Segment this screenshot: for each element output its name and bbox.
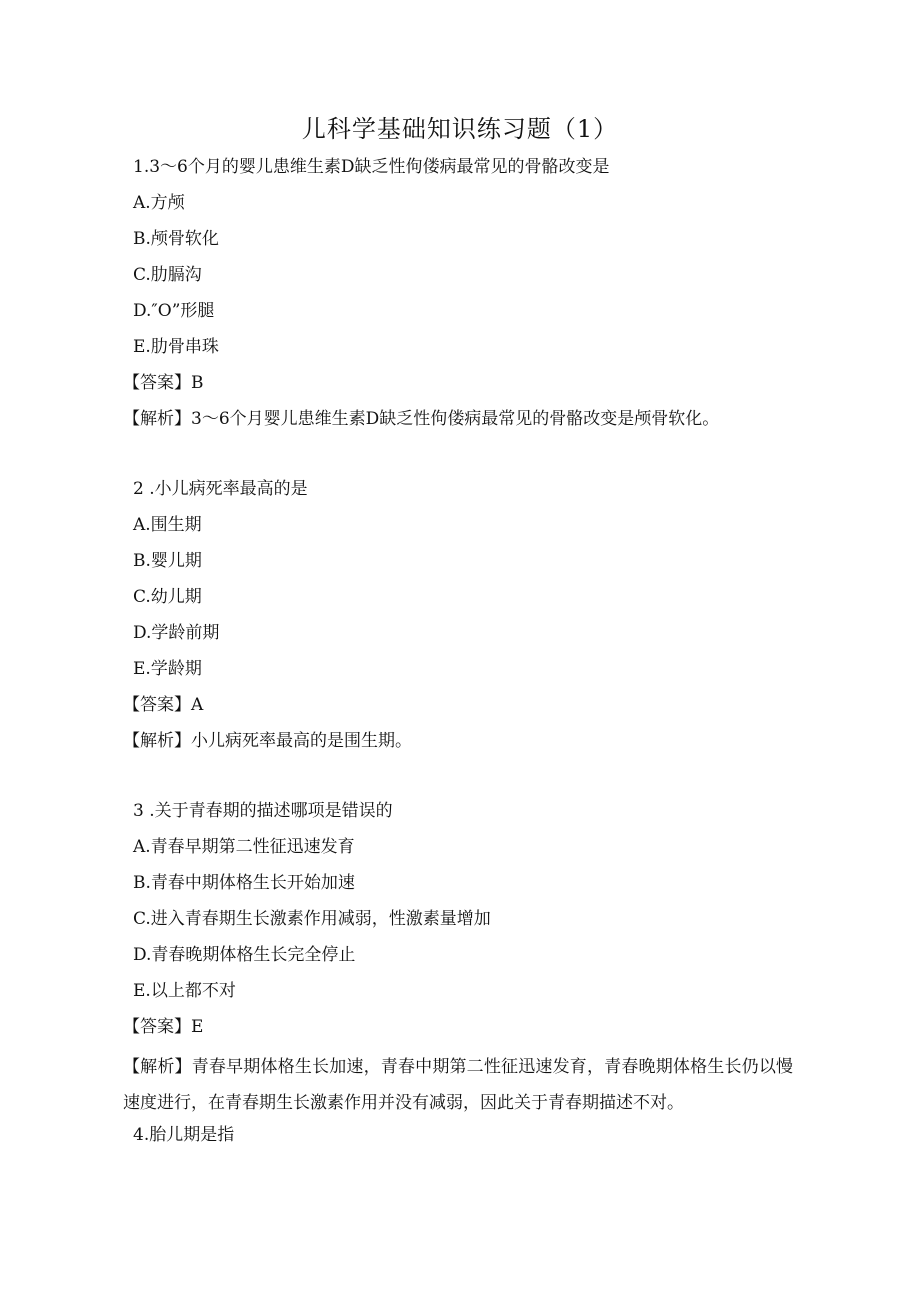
option-d: D.青春晚期体格生长完全停止 [133, 945, 356, 965]
question-stem: 2 .小儿病死率最高的是 [133, 479, 308, 499]
option-a: A.围生期 [133, 515, 202, 535]
question-stem: 4.胎儿期是指 [133, 1125, 235, 1145]
question-stem: 3 .关于青春期的描述哪项是错误的 [133, 801, 393, 821]
page-title: 儿科学基础知识练习题（1） [301, 115, 619, 143]
analysis: 【解析】3～6个月婴儿患维生素D缺乏性佝偻病最常见的骨骼改变是颅骨软化。 [123, 409, 720, 429]
option-d: D.″O”形腿 [133, 301, 215, 321]
option-c: C.进入青春期生长激素作用减弱，性激素量增加 [133, 909, 491, 929]
answer: 【答案】B [123, 373, 204, 393]
option-c: C.幼儿期 [133, 587, 202, 607]
question-3 [123, 797, 793, 1121]
option-d: D.学龄前期 [133, 623, 220, 643]
spacer [133, 441, 793, 475]
question-1 [123, 153, 793, 441]
option-c: C.肋膈沟 [133, 265, 202, 285]
answer: 【答案】A [123, 695, 204, 715]
option-b: B.青春中期体格生长开始加速 [133, 873, 355, 893]
option-a: A.青春早期第二性征迅速发育 [133, 837, 355, 857]
option-b: B.颅骨软化 [133, 229, 219, 249]
option-e: E.肋骨串珠 [133, 337, 219, 357]
question-list [123, 153, 793, 1157]
question-2 [123, 475, 793, 763]
option-a: A.方颅 [133, 193, 185, 213]
answer: 【答案】E [123, 1017, 204, 1037]
question-stem: 1.3～6个月的婴儿患维生素D缺乏性佝偻病最常见的骨骼改变是 [133, 157, 610, 177]
spacer [133, 763, 793, 797]
option-e: E.以上都不对 [133, 981, 236, 1001]
option-e: E.学龄期 [133, 659, 202, 679]
analysis: 【解析】小儿病死率最高的是围生期。 [123, 731, 412, 751]
option-b: B.婴儿期 [133, 551, 202, 571]
question-4 [133, 1121, 793, 1157]
analysis: 【解析】青春早期体格生长加速，青春中期第二性征迅速发育，青春晚期体格生长仍以慢速度进行，在青春期生长激素作用并没有减弱，因此关于青春期描述不对。 [123, 1057, 793, 1113]
